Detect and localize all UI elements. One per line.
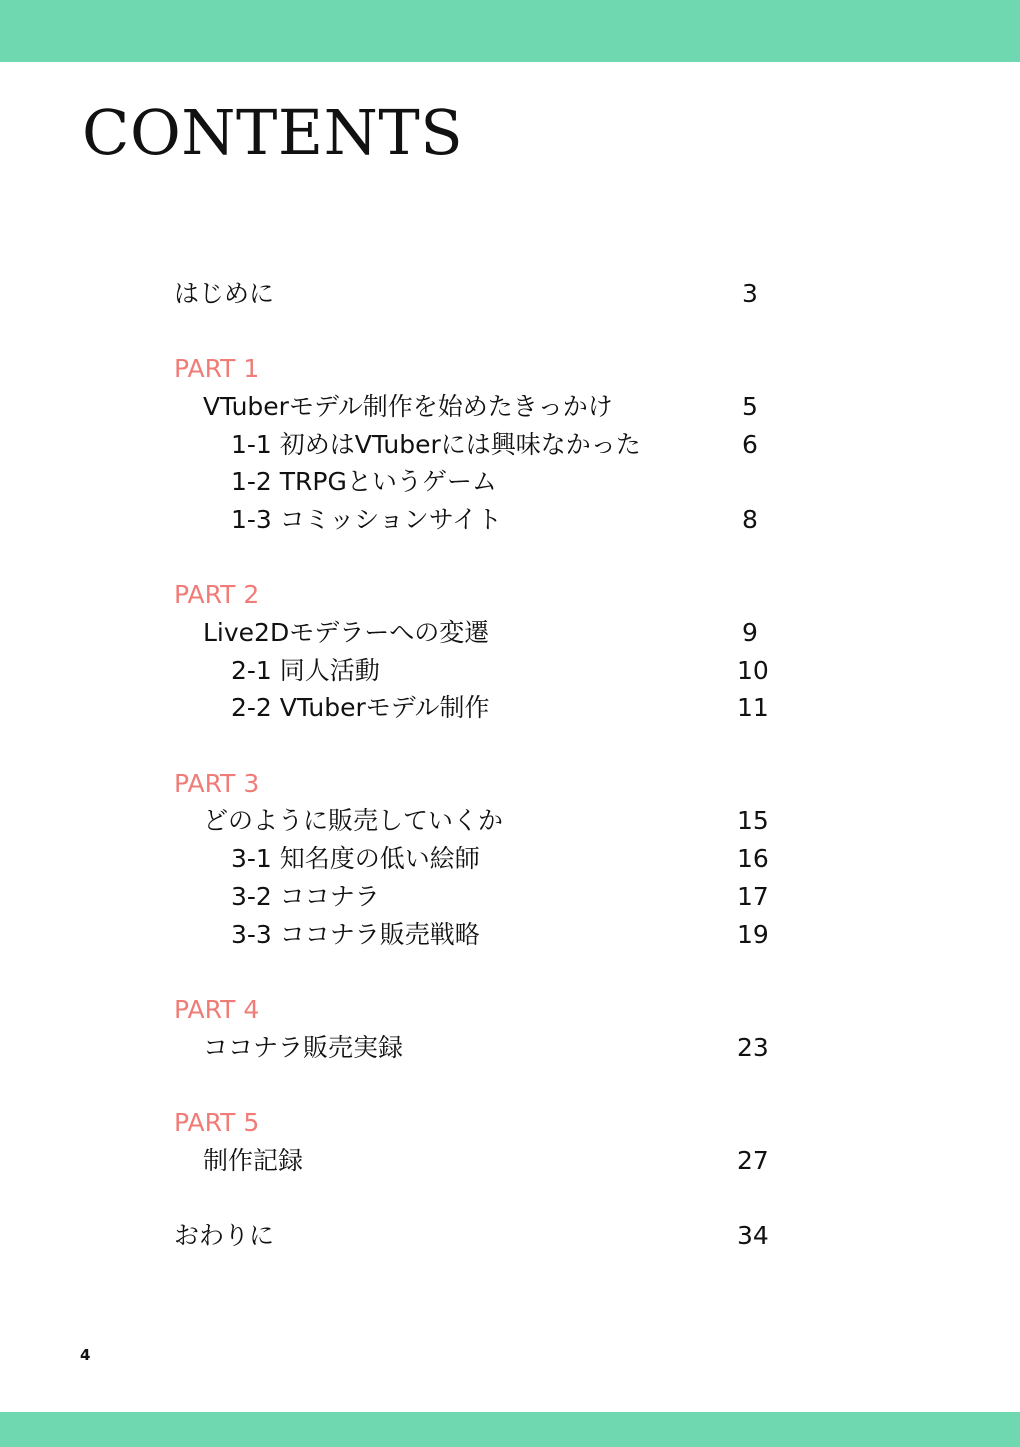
toc-section-3-1[interactable] [231, 840, 831, 878]
page-number: 4 [80, 1346, 91, 1364]
toc-intro[interactable] [174, 275, 774, 313]
toc-section-1-2[interactable] [231, 463, 831, 501]
toc-entry-label: 3-3 ココナラ販売戦略 [231, 920, 480, 949]
toc-entry-page: 11 [737, 693, 769, 722]
toc-section-2-2[interactable] [231, 689, 831, 727]
toc-entry-page: 9 [742, 618, 758, 647]
toc-section-3-2[interactable] [231, 878, 831, 916]
toc-entry-label: 2-1 同人活動 [231, 656, 380, 685]
toc-chapter-part4[interactable] [203, 1029, 803, 1067]
page-title: CONTENTS [82, 96, 464, 169]
toc-entry-page: 19 [737, 920, 769, 949]
toc-entry-label: どのように販売していくか [203, 806, 504, 835]
toc-chapter-part2[interactable] [203, 614, 803, 652]
toc-chapter-part5[interactable] [203, 1142, 803, 1180]
part-heading-label: PART 4 [174, 995, 260, 1024]
toc-entry-label: はじめに [174, 279, 275, 308]
toc-entry-page: 17 [737, 882, 769, 911]
toc-entry-page: 34 [737, 1221, 769, 1250]
toc-entry-label: 1-2 TRPGというゲーム [231, 467, 497, 496]
toc-entry-page: 3 [742, 279, 758, 308]
toc-entry-label: 1-3 コミッションサイト [231, 505, 503, 534]
part-heading-label: PART 3 [174, 769, 260, 798]
toc-entry-label: ココナラ販売実録 [203, 1033, 404, 1062]
toc-entry-page: 16 [737, 844, 769, 873]
toc-entry-page: 15 [737, 806, 769, 835]
toc-entry-page: 27 [737, 1146, 769, 1175]
toc-chapter-part3[interactable] [203, 802, 803, 840]
part-heading-label: PART 1 [174, 354, 260, 383]
toc-entry-label: 1-1 初めはVTuberには興味なかった [231, 430, 641, 459]
toc-entry-page: 5 [742, 392, 758, 421]
toc-entry-label: 3-2 ココナラ [231, 882, 380, 911]
part-heading-label: PART 5 [174, 1108, 260, 1137]
toc-section-1-1[interactable] [231, 426, 831, 464]
toc-chapter-part1[interactable] [203, 388, 803, 426]
toc-entry-page: 10 [737, 656, 769, 685]
toc-entry-label: おわりに [174, 1221, 275, 1250]
toc-entry-label: 3-1 知名度の低い絵師 [231, 844, 480, 873]
toc-entry-label: VTuberモデル制作を始めたきっかけ [203, 392, 613, 421]
toc-entry-page: 6 [742, 430, 758, 459]
toc-entry-page: 8 [742, 505, 758, 534]
toc-entry-label: 制作記録 [203, 1146, 304, 1175]
toc-section-2-1[interactable] [231, 652, 831, 690]
toc-section-3-3[interactable] [231, 916, 831, 954]
toc-section-1-3[interactable] [231, 501, 831, 539]
toc-entry-label: Live2Dモデラーへの変遷 [203, 618, 490, 647]
bottom-color-band [0, 1412, 1020, 1447]
toc-outro[interactable] [174, 1217, 774, 1255]
toc-entry-label: 2-2 VTuberモデル制作 [231, 693, 490, 722]
part-heading-label: PART 2 [174, 580, 260, 609]
toc-entry-page: 23 [737, 1033, 769, 1062]
